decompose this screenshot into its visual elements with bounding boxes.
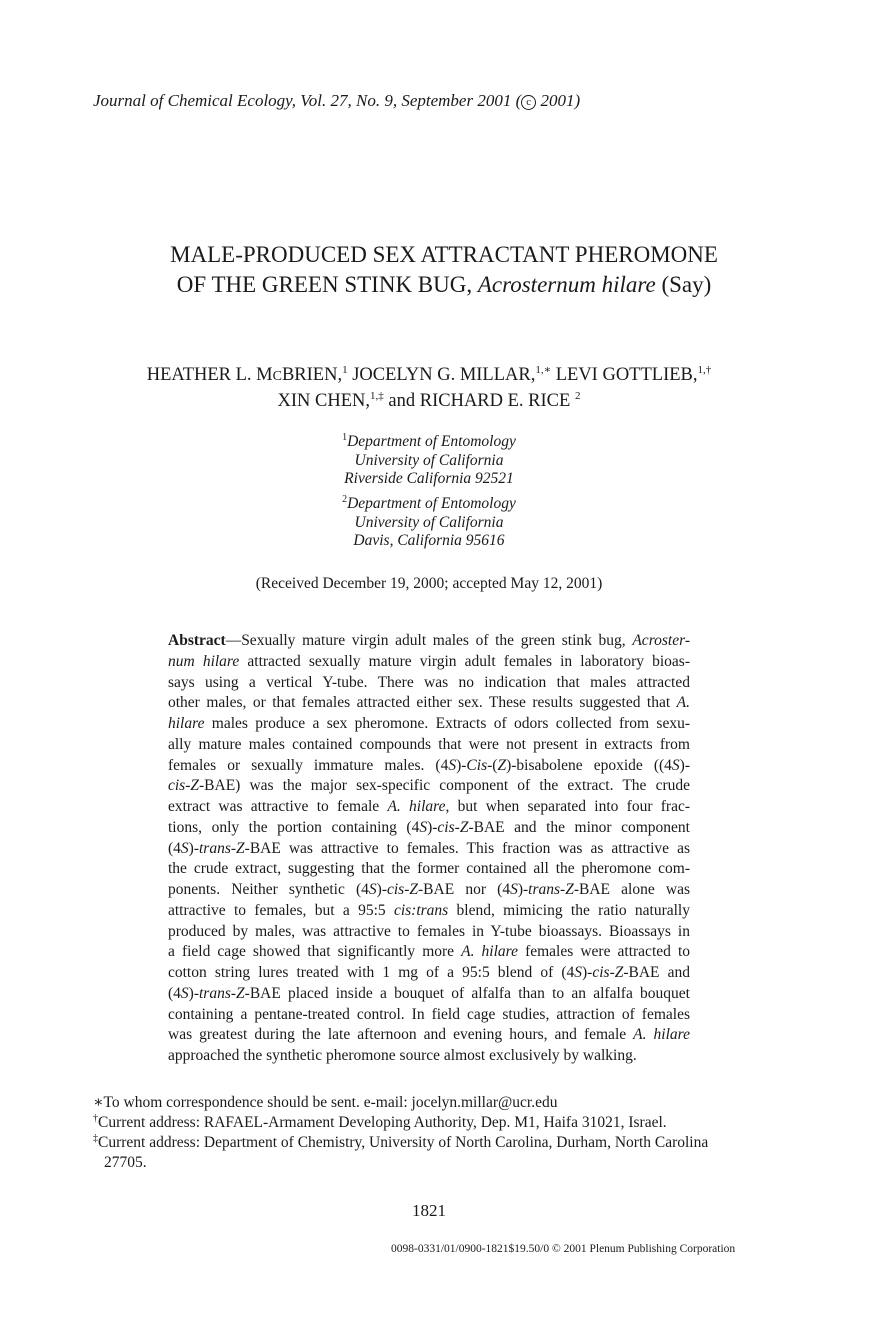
affiliation-1-university: University of California [354,451,504,469]
abstract-line [168,839,690,860]
abstract-italic: A. hilare [461,943,518,961]
abstract-line [168,901,690,922]
affiliation-2-department: Department of Entomology [347,495,516,512]
abstract-text: , but when separated into four frac- [445,798,690,815]
title-line-1: MALE-PRODUCED SEX ATTRACTANT PHEROMONE [170,242,718,267]
abstract-italic: S [180,839,189,857]
author-line-2 [0,389,858,413]
footnote-dagger-text: Current address: RAFAEL-Armament Developing Authority, Dep. M1, Haifa 31021, Israel. [98,1114,667,1131]
footnote-dagger [93,1113,708,1133]
journal-year: 2001) [536,91,581,110]
abstract-text: )- [679,756,690,774]
abstract-line: ally mature males contained compounds that were not present in extracts from [168,735,690,753]
abstract-italic: S [510,881,518,898]
affiliation-1-line-1 [0,433,858,452]
publisher-imprint: 0098-0331/01/0900-1821$19.50/0 © 2001 Plenum Publishing Corporation [391,1243,736,1255]
affiliation-2-location: Davis, California 95616 [353,532,505,550]
abstract-text: -BAE nor (4 [418,881,511,898]
abstract-italic: cis:trans [393,901,449,919]
abstract-text: ponents. Neither synthetic (4 [168,881,369,898]
abstract-line [168,693,690,714]
author-4: XIN CHEN, [277,391,371,411]
abstract-text: females or sexually immature males. (4 [168,756,449,774]
title-line-2-suffix: (Say) [655,272,712,297]
abstract-italic: S [419,818,428,836]
affiliation-1 [0,433,858,489]
abstract-line [168,818,690,839]
abstract-text: -BAE and [623,964,691,981]
author-5: and RICHARD E. RICE [383,391,571,411]
abstract-italic: A. hilare [387,798,446,815]
abstract [168,631,690,1067]
abstract-italic: Z [459,818,469,836]
abstract-line [168,756,690,777]
author-2-affiliation: 1,∗ [535,364,552,376]
abstract-text: )- [188,984,199,1002]
abstract-text: females were attracted to [518,943,691,961]
abstract-text: (4 [168,839,181,857]
author-5-affiliation: 2 [574,390,581,402]
abstract-italic: Z [190,777,200,795]
abstract-text: )- [427,818,438,836]
abstract-text: males produce a sex pheromone. Extracts of odors collected from sexu- [204,715,690,732]
title-line-2 [0,270,888,300]
abstract-text: (4 [168,984,181,1002]
abstract-text: - [404,881,410,898]
abstract-text: - [185,777,191,795]
journal-citation-text: Journal of Chemical Ecology, Vol. 27, No. 9, September 2001 ( [93,91,522,110]
abstract-italic: S [671,756,680,774]
title-species: Acrosternum hilare [477,272,656,297]
abstract-line [168,631,690,652]
abstract-text: tions, only the portion containing (4 [168,818,420,836]
abstract-italic: Z [409,881,419,898]
abstract-italic: A. hilare [633,1026,690,1044]
copyright-symbol: c [521,95,536,110]
abstract-italic: trans [199,839,231,857]
author-line-1 [0,363,858,389]
abstract-line [168,652,690,673]
abstract-italic: trans [528,881,561,898]
abstract-text: - [230,984,237,1002]
page-number: 1821 [412,1201,446,1220]
abstract-italic: S [180,984,189,1002]
abstract-text: - [609,964,615,981]
abstract-italic: cis [437,818,455,836]
author-1-smallcaps: C [272,369,282,384]
abstract-line [168,880,690,901]
abstract-line: containing a pentane-treated control. In field cage studies, attraction of females [168,1005,690,1023]
abstract-text: - [454,818,460,836]
abstract-italic: S [574,964,583,981]
abstract-italic: cis [592,964,610,981]
affiliation-2-number: 2 [342,494,348,505]
abstract-text: attracted sexually mature virgin adult females in laboratory bioas- [239,652,690,670]
footnote-double-dagger-text: Current address: Department of Chemistry, University of North Carolina, Durham, North Carolina [98,1134,709,1151]
abstract-line [168,984,690,1005]
abstract-heading: Abstract [168,632,226,649]
abstract-text: )- [517,881,529,898]
abstract-line [168,942,690,963]
abstract-text: )-bisabolene epoxide ((4 [506,756,672,774]
abstract-italic: Z [614,964,624,981]
paper-title [0,240,888,300]
abstract-italic: Z [565,881,574,898]
author-4-affiliation: 1,‡ [370,390,384,402]
abstract-text: )- [188,839,199,857]
abstract-text: -BAE placed inside a bouquet of alfalfa than to an alfalfa bouquet [244,984,690,1002]
journal-citation [93,91,580,111]
author-1-suffix: BRIEN, [281,365,343,385]
footnote-double-dagger-continued: 27705. [104,1154,147,1171]
abstract-line: approached the synthetic pheromone source almost exclusively by walking. [168,1047,637,1064]
abstract-italic: hilare [168,715,205,732]
title-line-2-prefix: OF THE GREEN STINK BUG, [176,272,478,297]
abstract-text: a field cage showed that significantly more [168,943,462,961]
affiliation-1-location: Riverside California 92521 [344,470,514,488]
author-3: LEVI GOTTLIEB, [551,365,698,385]
abstract-italic: num hilare [168,652,240,670]
abstract-italic: Z [236,839,245,857]
author-3-affiliation: 1,† [697,364,712,376]
abstract-italic: Z [236,984,245,1002]
abstract-italic: A. [676,694,690,712]
abstract-italic: S [368,881,377,898]
footnote-double-dagger-mark: ‡ [93,1133,98,1144]
abstract-text: extract was attractive to female [168,798,388,815]
abstract-text: cotton string lures treated with 1 mg of a 95:5 blend of (4 [168,964,575,981]
abstract-italic: cis [168,777,186,795]
footnote-correspondence: ∗To whom correspondence should be sent. e-mail: jocelyn.millar@ucr.edu [93,1094,558,1111]
abstract-italic: Cis [466,756,488,774]
affiliation-2-line-1 [0,495,858,514]
abstract-line [168,714,690,735]
abstract-italic: S [448,756,457,774]
abstract-text: attractive to females, but a 95:5 [168,901,394,919]
abstract-text: - [560,881,566,898]
affiliation-2 [0,495,858,551]
abstract-text: -BAE was attractive to females. This fraction was as attractive as [244,839,690,857]
author-2: JOCELYN G. MILLAR, [347,365,536,385]
author-list [0,363,858,413]
abstract-text: -( [487,756,498,774]
abstract-line [168,1025,690,1046]
abstract-text: other males, or that females attracted either sex. These results suggested that [168,694,677,712]
abstract-text: - [230,839,237,857]
abstract-text: -BAE and the minor component [468,818,690,836]
abstract-italic: cis [387,881,405,898]
abstract-text: )- [376,881,387,898]
abstract-text: -BAE alone was [573,881,690,898]
received-dates: (Received December 19, 2000; accepted May 12, 2001) [255,575,603,592]
author-1-affiliation: 1 [342,364,348,376]
author-1-prefix: HEATHER L. M [146,365,273,385]
abstract-italic: Z [497,756,507,774]
abstract-text: )- [456,756,467,774]
abstract-text: )- [582,964,593,981]
abstract-line: produced by males, was attractive to females in Y-tube bioassays. Bioassays in [168,922,690,940]
affiliation-1-department: Department of Entomology [347,433,516,450]
abstract-text: -BAE) was the major sex-specific component of the extract. The crude [199,777,690,795]
footnote-dagger-mark: † [93,1113,98,1124]
abstract-line [168,797,690,818]
footnotes [93,1093,708,1173]
affiliation-1-number: 1 [342,432,348,443]
abstract-line [168,963,690,984]
abstract-text: —Sexually mature virgin adult males of the green stink bug, [225,632,633,649]
abstract-text: was greatest during the late afternoon and evening hours, and female [168,1026,634,1044]
abstract-line: says using a vertical Y-tube. There was no indication that males attracted [168,673,690,691]
abstract-italic: Acroster- [632,632,690,649]
affiliation-2-university: University of California [354,513,504,531]
abstract-line [168,776,690,797]
abstract-italic: trans [199,984,231,1002]
footnote-double-dagger [93,1133,708,1153]
abstract-line: the crude extract, suggesting that the former contained all the pheromone com- [168,860,690,878]
abstract-text: blend, mimicing the ratio naturally [448,901,690,919]
